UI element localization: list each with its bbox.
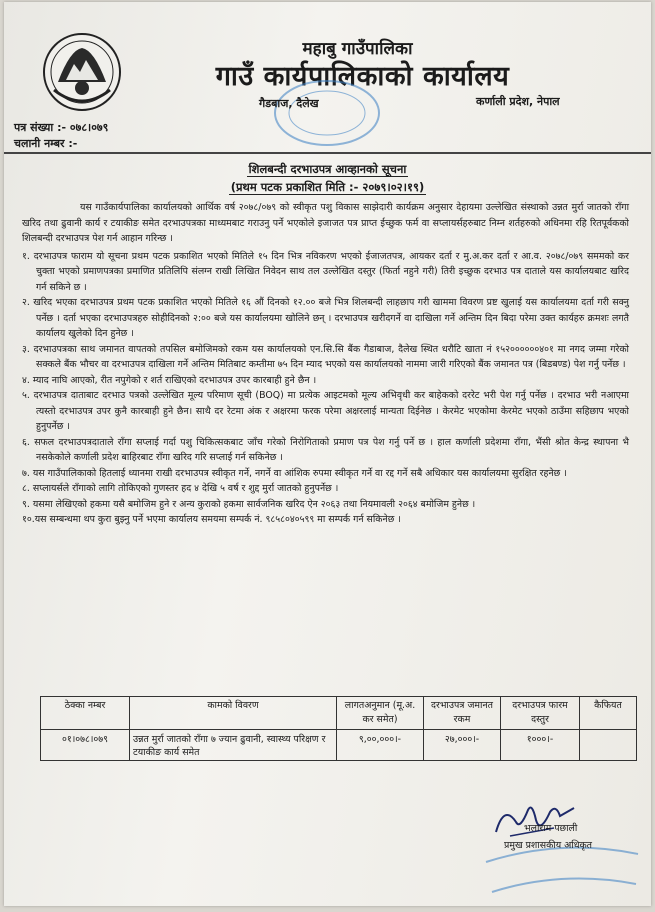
clause: २. खरिद भएका दरभाउपत्र प्रथम पटक प्रकाशित भएको मितिले १६ औं दिनको १२.०० बजे भित्र शिलबन्दी लाहछाप गरी खाममा विवरण प्रष्ट खुलाई यस कार्यालयमा दर्ता गरी सक्नु पर्नेछ । दर्ता भएका दरभाउपत्रहरु सोहीदिनको २:०० बजे यस कार्यालयमा खोलिने छन् । दरभाउपत्र खरीदगर्ने वा दाखिला गर्ने अन्तिम दिन बिदा परेमा उक्त कार्यहरु क्रमशः लगतै कार्यालय खुलेको दिन हुनेछ । — [22, 297, 629, 339]
clause: ६. सफल दरभाउपत्रदाताले राँगा सप्लाई गर्दा पशु चिकित्सकबाट जाँच गरेको निरोगिताको प्रमाण पत्र पेश गर्नु पर्ने छ । हाल कर्णाली प्रदेशमा राँगा, भैंसी श्रोत केन्द्र स्थापना भै नसकेकोले कर्णाली प्रदेश बाहिरबाट राँगा खरिद गरि सप्लाई गर्न सकिनेछ । — [22, 436, 629, 463]
signer-title: प्रमुख प्रशासकीय अधिकृत — [504, 840, 593, 851]
cell-contract-number: ०१।०७८।०७९ — [41, 730, 130, 761]
dispatch-number: चलानी नम्बर :- — [14, 137, 78, 150]
table-header-row — [41, 697, 637, 730]
office-address: गैडबाज, दैलेख — [259, 97, 319, 110]
province-name: कर्णाली प्रदेश, नेपाल — [476, 95, 560, 108]
notice-intro: यस गाउँकार्यपालिका कार्यालयको आर्थिक वर्ष २०७८/०७९ को स्वीकृत पशु विकास साझेदारी कार्यक्रम अनुसार देहायमा उल्लेखित संस्थाको उन्नत मुर्रा जातको राँगा खरिद तथा ढुवानी कार्य र टयाकीङ समेत दरभाउपत्रका माध्यमबाट गराउनु पर्ने भएकोले इजाजत पत्र प्राप्त ईच्छुक फर्म वा सप्लायर्सहरुबाट निम्न शर्तहरुको अधिनमा रहि रितपूर्वकको शिलबन्दी दरभाउपत्र पेश गर्न आहान गरिन्छ । — [22, 202, 629, 244]
clause: ३. दरभाउपत्रका साथ जमानत वापतको तपसिल बमोजिमको रकम यस कार्यालयको एन.सि.सि बैंक गैडाबाज, दैलेख स्थित धरौटि खाता नं १५२००००००४०१ मा नगद जम्मा गरेको सक्कले बैंक भौचर वा दरभाउपत्र दाखिला गर्ने अन्तिम मितिबाट कम्तीमा ७५ दिन म्याद भएको यस कार्यालयको नाममा जारी गरिएको बैंक जमानत पत्र (बिडबण्ड) पेश गर्नु पर्नेछ । — [22, 343, 629, 370]
clause: ५. दरभाउपत्र दाताबाट दरभाउ पत्रको उल्लेखित मूल्य परिमाण सूची (BOQ) मा प्रत्येक आइटमको मूल्य अभिवृधी कर बाहेकको दररेट भरी पेश गर्नु पर्नेछ । दरभाउ भरी नआएमा त्यस्तो दरभाउपत्र उपर कुनै कारबाही हुने छैन। साथै दर रेटमा अंक र अक्षरमा फरक परेमा अक्षरलाई मान्यता दिईनेछ । केरमेट भएकोमा केरमेट भएको ठाउँमा सहिछाप भएको हुनुपर्नेछ । — [22, 390, 629, 432]
cell-work-description: उन्नत मुर्रा जातको राँगा ७ ज्यान ढुवानी, स्वास्थ्य परिक्षण र टयाकीङ कार्य समेत — [130, 730, 337, 761]
notice-subtitle: (प्रथम पटक प्रकाशित मिति :- २०७९।०२।१९) — [230, 180, 425, 194]
header-divider — [4, 152, 651, 154]
table-row — [41, 730, 637, 761]
clause: १. दरभाउपत्र फाराम यो सूचना प्रथम पटक प्रकाशित भएको मितिले १५ दिन भित्र नविकरण भएको ईजाजतपत्र, आयकर दर्ता र मु.अ.कर दर्ता र आ.व. २०७८/०७९ सममको कर चुक्ता भएको प्रमाणपत्रका प्रमाणित प्रतिलिपि संलग्न राखी लिखित निवेदन साथ तल उल्लेखित दस्तुर (फिर्ता नहुने गरी) तिरी इच्छुक दरभाउ पत्र दाताले यस कार्यालयबाट खरिद गर्न सकिने छ । — [22, 250, 629, 293]
cell-cost-estimate: ९,००,०००।- — [337, 730, 424, 761]
notice-title: शिलबन्दी दरभाउपत्र आव्हानको सूचना — [248, 162, 407, 176]
tender-table — [40, 696, 637, 761]
cell-form-fee: १०००।- — [501, 730, 580, 761]
col-cost-estimate: लागतअनुमान (मू.अ. कर समेत) — [337, 697, 424, 730]
office-name: गाउँ कार्यपालिकाको कार्यालय — [215, 61, 510, 92]
notice-body — [22, 200, 629, 528]
clause: १०.यस सम्बन्धमा थप कुरा बुझ्नु पर्ने भएमा कार्यालय समयमा सम्पर्क नं. ९८५८०४०५९९ मा सम्पर्क गर्न सकिनेछ । — [22, 514, 401, 525]
col-work-description: कामको विवरण — [130, 697, 337, 730]
col-bid-security: दरभाउपत्र जमानत रकम — [424, 697, 501, 730]
cell-remarks — [580, 730, 637, 761]
col-remarks: कैफियत — [580, 697, 637, 730]
clause: ४. म्याद नाघि आएको, रीत नपुगेको र शर्त राखिएको दरभाउपत्र उपर कारबाही हुने छैन । — [22, 374, 317, 386]
office-stamp-icon — [272, 78, 382, 148]
clause: ७. यस गाउँपालिकाको हितलाई ध्यानमा राखी दरभाउपत्र स्वीकृत गर्ने, नगर्ने वा आंशिक रुपमा स्वीकृत गर्ने वा रद्द गर्ने सबै अधिकार यस कार्यालयमा सुरक्षित रहनेछ । — [22, 467, 567, 479]
clause: ८. सप्लायर्सले राँगाको लागि तोकिएको गुणस्तर हद ४ देखि ५ वर्ष र शुद्द मुर्रा जातको हुनुपर्नेछ । — [22, 483, 339, 494]
notice-page — [4, 2, 651, 906]
reference-number: पत्र संख्या :- ०७८।०७९ — [14, 121, 109, 134]
municipality-name: महाबु गाउँपालिका — [302, 39, 413, 59]
clause: ९. यसमा लेखिएको हकमा यसै बमोजिम हुने र अन्य कुराको हकमा सार्वजनिक खरिद ऐन २०६३ तथा नियमावली २०६४ बमोजिम हुनेछ । — [22, 498, 476, 510]
col-contract-number: ठेक्का नम्बर — [41, 697, 130, 730]
col-form-fee: दरभाउपत्र फारम दस्तुर — [501, 697, 580, 730]
signer-name: भलाराम पछाली — [524, 823, 578, 834]
cell-bid-security: २७,०००।- — [424, 730, 501, 761]
